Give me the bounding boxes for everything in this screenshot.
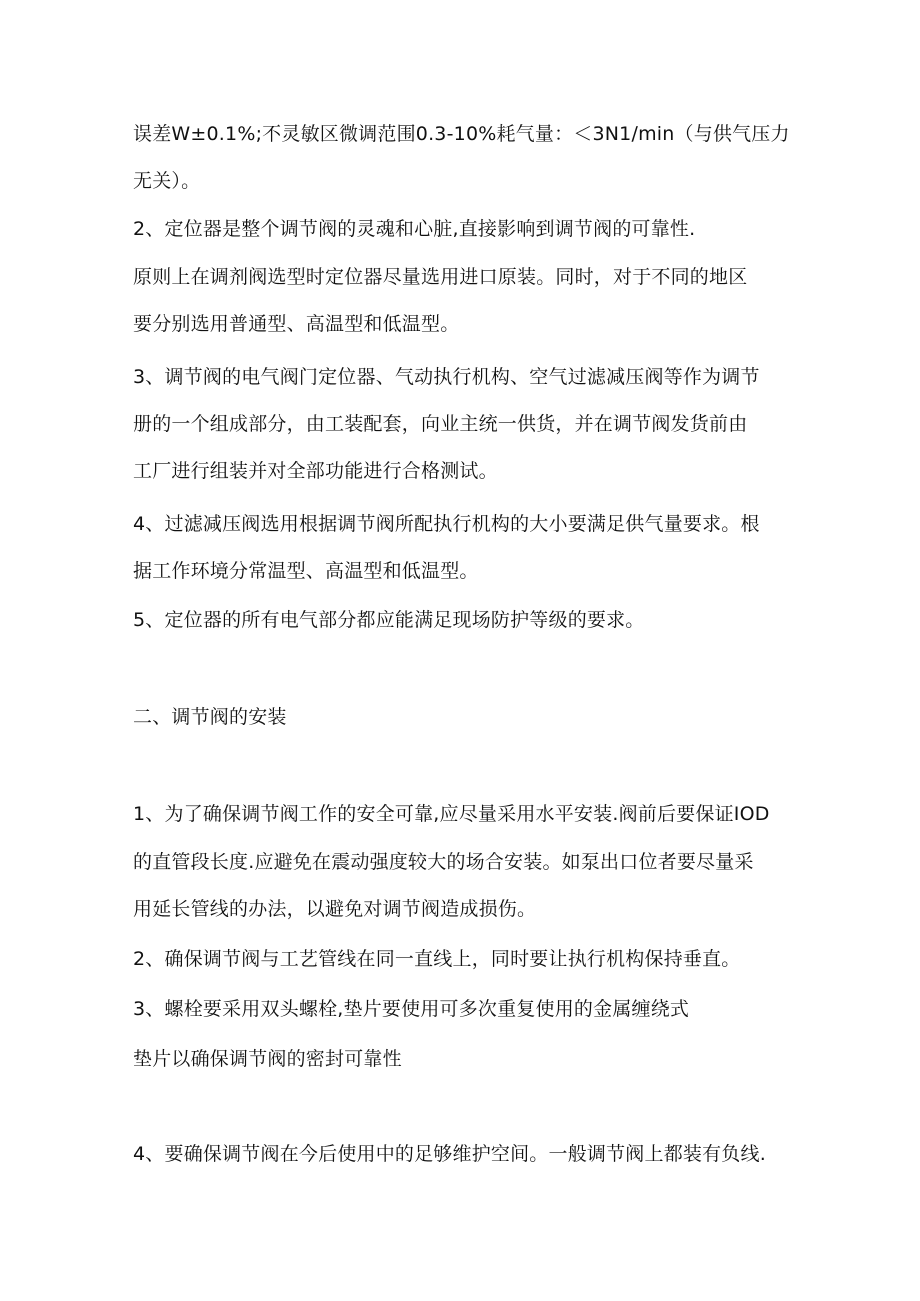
text-line: 册的一个组成部分，由工装配套，向业主统一供货，并在调节阀发货前由 xyxy=(133,413,748,435)
text-line: 原则上在调剂阀选型时定位器尽量选用进口原装。同时，对于不同的地区 xyxy=(133,266,748,288)
text-line: 3、调节阀的电气阀门定位器、气动执行机构、空气过滤减压阀等作为调节 xyxy=(133,366,760,388)
text-line: 1、为了确保调节阀工作的安全可靠,应尽量采用水平安装.阀前后要保证IOD xyxy=(133,803,770,825)
text-line: 误差W±0.1%;不灵敏区微调范围0.3-10%耗气量：＜3N1∕min（与供气压力 xyxy=(133,123,790,145)
text-line: 3、螺栓要采用双头螺栓,垫片要使用可多次重复使用的金属缠绕式 xyxy=(133,998,690,1020)
text-line: 工厂进行组装并对全部功能进行合格测试。 xyxy=(133,460,498,482)
text-line: 据工作环境分常温型、高温型和低温型。 xyxy=(133,560,479,582)
text-line: 用延长管线的办法，以避免对调节阀造成损伤。 xyxy=(133,898,537,920)
text-line: 垫片以确保调节阀的密封可靠性 xyxy=(133,1048,402,1070)
text-line: 的直管段长度.应避免在震动强度较大的场合安装。如泵出口位者要尽量采 xyxy=(133,851,754,873)
text-line: 要分别选用普通型、高温型和低温型。 xyxy=(133,313,460,335)
text-line: 2、定位器是整个调节阀的灵魂和心脏,直接影响到调节阀的可靠性. xyxy=(133,218,696,240)
text-line: 无关）。 xyxy=(133,170,201,192)
section-heading: 二、调节阀的安装 xyxy=(133,706,287,728)
text-line: 2、确保调节阀与工艺管线在同一直线上，同时要让执行机构保持垂直。 xyxy=(133,948,741,970)
text-line: 5、定位器的所有电气部分都应能满足现场防护等级的要求。 xyxy=(133,609,645,631)
text-line: 4、要确保调节阀在今后使用中的足够维护空间。一般调节阀上都装有负线. xyxy=(133,1143,766,1165)
text-line: 4、过滤减压阀选用根据调节阀所配执行机构的大小要满足供气量要求。根 xyxy=(133,513,760,535)
